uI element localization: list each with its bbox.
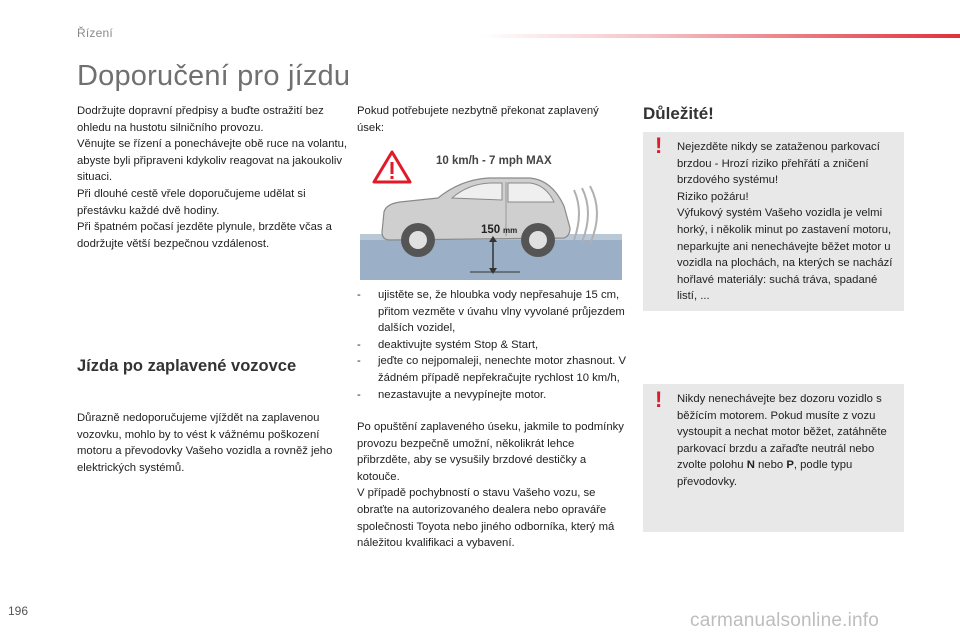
depth-unit: mm <box>503 226 518 235</box>
section-label: Řízení <box>77 26 113 40</box>
after-flood-text <box>357 419 627 552</box>
intro-paragraph: Dodržujte dopravní předpisy a buďte ostražití bez ohledu na hustotu silničního provozu. <box>77 105 324 134</box>
header-accent-bar <box>480 34 960 38</box>
warning-text-part: , podle typu převodovky. <box>677 459 853 488</box>
flooded-road-figure <box>360 148 622 280</box>
warning-box-unattended <box>643 384 904 532</box>
warning-text-part: nebo <box>754 459 787 472</box>
gear-p-label: P <box>786 459 794 472</box>
water-surface <box>360 238 622 280</box>
list-item <box>357 353 627 386</box>
important-title: Důležité! <box>643 104 714 123</box>
intro-text <box>77 103 352 252</box>
depth-value: 150 <box>481 224 501 236</box>
list-item-text: jeďte co nejpomaleji, nenechte motor zhasnout. V žádném případě nepřekračujte rychlost 10 km/h, <box>378 355 627 384</box>
flood-paragraph: Důrazně nedoporučujeme vjíždět na zaplavenou vozovku, mohlo by to vést k vážnému poškození motoru a převodovky Vašeho vozidla a rovněž jeho elektrických systémů. <box>77 412 333 474</box>
watermark: carmanualsonline.info <box>690 610 880 631</box>
list-item-text: ujistěte se, že hloubka vody nepřesahuje 15 cm, přitom vezměte v úvahu vlny vyvolané průjezdem dalších vozidel, <box>378 289 625 335</box>
list-item <box>357 287 627 337</box>
warning-text: Riziko požáru! <box>677 190 749 203</box>
page-number: 196 <box>8 604 29 618</box>
list-marker: - <box>357 289 361 301</box>
flooded-road-illustration <box>360 148 622 280</box>
intro-paragraph: Při dlouhé cestě vřele doporučujeme udělat si přestávku každé dvě hodiny. <box>77 187 306 217</box>
flooded-road-steps <box>357 287 627 403</box>
warning-text-part: Nikdy nenechávejte bez dozoru vozidlo s běžícím motorem. Pokud musíte z vozu vystoupit a nechat motor běžet, zatáhněte parkovací brzdu a zařaďte neutrál nebo zvolte polohu <box>677 393 887 472</box>
after-paragraph: Po opuštění zaplaveného úseku, jakmile to podmínky provozu bezpečně umožní, několikrát lehce přibrzděte, aby se vysušily brzdové destičky a kotouče. <box>357 421 624 483</box>
warning-text <box>677 391 896 491</box>
speed-limit-label: 10 km/h - 7 mph MAX <box>436 155 552 167</box>
list-marker: - <box>357 388 361 401</box>
after-paragraph: V případě pochybností o stavu Vašeho vozu, se obraťte na autorizovaného dealera nebo opraváře společnosti Toyota nebo jiného odborníka, který má náležitou kvalifikaci a vybavení. <box>357 487 615 550</box>
list-item <box>357 337 627 354</box>
list-item <box>357 387 627 404</box>
list-item-text: nezastavujte a nevypínejte motor. <box>378 388 547 401</box>
intro-paragraph: Věnujte se řízení a ponechávejte obě ruce na volantu, abyste byli připraveni kdykoliv reagovat na jakoukoliv situaci. <box>77 138 348 184</box>
warning-text: Nejezděte nikdy se zataženou parkovací brzdou - Hrozí riziko přehřátí a zničení brzdového systému! <box>677 141 880 187</box>
warning-box-parking-brake <box>643 132 904 311</box>
list-marker: - <box>357 355 361 368</box>
exclamation-icon: ! <box>655 387 663 412</box>
flooded-road-intro-text: Pokud potřebujete nezbytně překonat zaplavený úsek: <box>357 105 599 134</box>
page-title: Doporučení pro jízdu <box>77 60 351 92</box>
intro-paragraph: Při špatném počasí jezděte plynule, brzděte včas a dodržujte větší bezpečnou vzdálenost. <box>77 221 332 250</box>
flood-text <box>77 410 342 476</box>
exclamation-icon: ! <box>655 133 663 158</box>
list-marker: - <box>357 338 361 351</box>
list-item-text: deaktivujte systém Stop & Start, <box>378 338 539 351</box>
warning-text: Výfukový systém Vašeho vozidla je velmi horký, i několik minut po zastavení motoru, neparkujte ani nenechávejte běžet motor u vozidla na plochách, na kterých se nachází hořlavé materiály: suchá tráva, spadané listí, ... <box>677 207 893 303</box>
flooded-road-intro <box>357 103 607 136</box>
warning-triangle-icon <box>374 152 410 182</box>
flood-heading: Jízda po zaplavené vozovce <box>77 357 297 375</box>
gear-n-label: N <box>746 459 755 472</box>
